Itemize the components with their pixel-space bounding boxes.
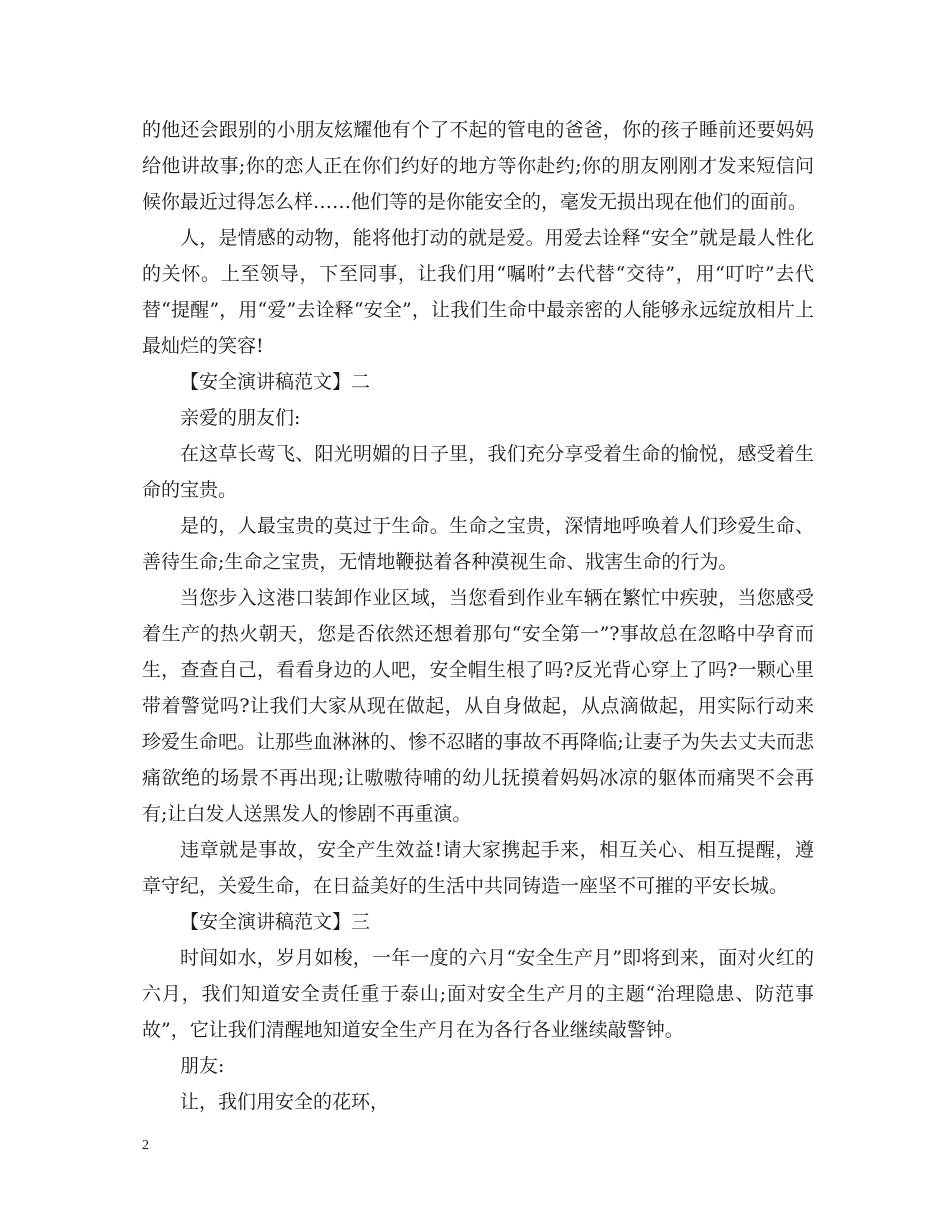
paragraph: 是的，人最宝贵的莫过于生命。生命之宝贵，深情地呼唤着人们珍爱生命、善待生命;生命之宝贵，无情地鞭挞着各种漠视生命、戕害生命的行为。 (142, 515, 814, 573)
paragraph: 让，我们用安全的花环， (180, 1091, 390, 1113)
salutation: 朋友: (180, 1055, 225, 1077)
section-heading: 【安全演讲稿范文】三 (180, 911, 371, 933)
paragraph: 当您步入这港口装卸作业区域，当您看到作业车辆在繁忙中疾驶，当您感受着生产的热火朝天，您是否依然还想着那句“安全第一”?事故总在忽略中孕育而生，查查自己，看看身边的人吧，安全帽生根了吗?反光背心穿上了吗?一颗心里带着警觉吗?让我们大家从现在做起，从自身做起，从点滴做起，用实际行动来珍爱生命吧。让那些血淋淋的、惨不忍睹的事故不再降临;让妻子为失去丈夫而悲痛欲绝的场景不再出现;让嗷嗷待哺的幼儿抚摸着妈妈冰凉的躯体而痛哭不会再有;让白发人送黑发人的惨剧不再重演。 (142, 587, 814, 825)
page-number: 2 (142, 1138, 149, 1153)
salutation: 亲爱的朋友们: (180, 407, 301, 429)
paragraph: 违章就是事故，安全产生效益!请大家携起手来，相互关心、相互提醒，遵章守纪，关爱生命，在日益美好的生活中共同铸造一座坚不可摧的平安长城。 (142, 839, 814, 897)
paragraph: 在这草长莺飞、阳光明媚的日子里，我们充分享受着生命的愉悦，感受着生命的宝贵。 (142, 443, 814, 501)
paragraph: 人，是情感的动物，能将他打动的就是爱。用爱去诠释“安全”就是最人性化的关怀。上至领导，下至同事，让我们用“嘱咐”去代替“交待”，用“叮咛”去代替“提醒”，用“爱”去诠释“安全”，让我们生命中最亲密的人能够永远绽放相片上最灿烂的笑容! (142, 227, 814, 357)
paragraph: 时间如水，岁月如梭，一年一度的六月“安全生产月”即将到来，面对火红的六月，我们知道安全责任重于泰山;面对安全生产月的主题“治理隐患、防范事故”，它让我们清醒地知道安全生产月在为各行各业继续敲警钟。 (142, 947, 814, 1041)
document-body (142, 112, 814, 1120)
section-heading: 【安全演讲稿范文】二 (180, 371, 371, 393)
paragraph: 的他还会跟别的小朋友炫耀他有个了不起的管电的爸爸，你的孩子睡前还要妈妈给他讲故事;你的恋人正在你们约好的地方等你赴约;你的朋友刚刚才发来短信问候你最近过得怎么样……他们等的是你能安全的，毫发无损出现在他们的面前。 (142, 119, 814, 213)
